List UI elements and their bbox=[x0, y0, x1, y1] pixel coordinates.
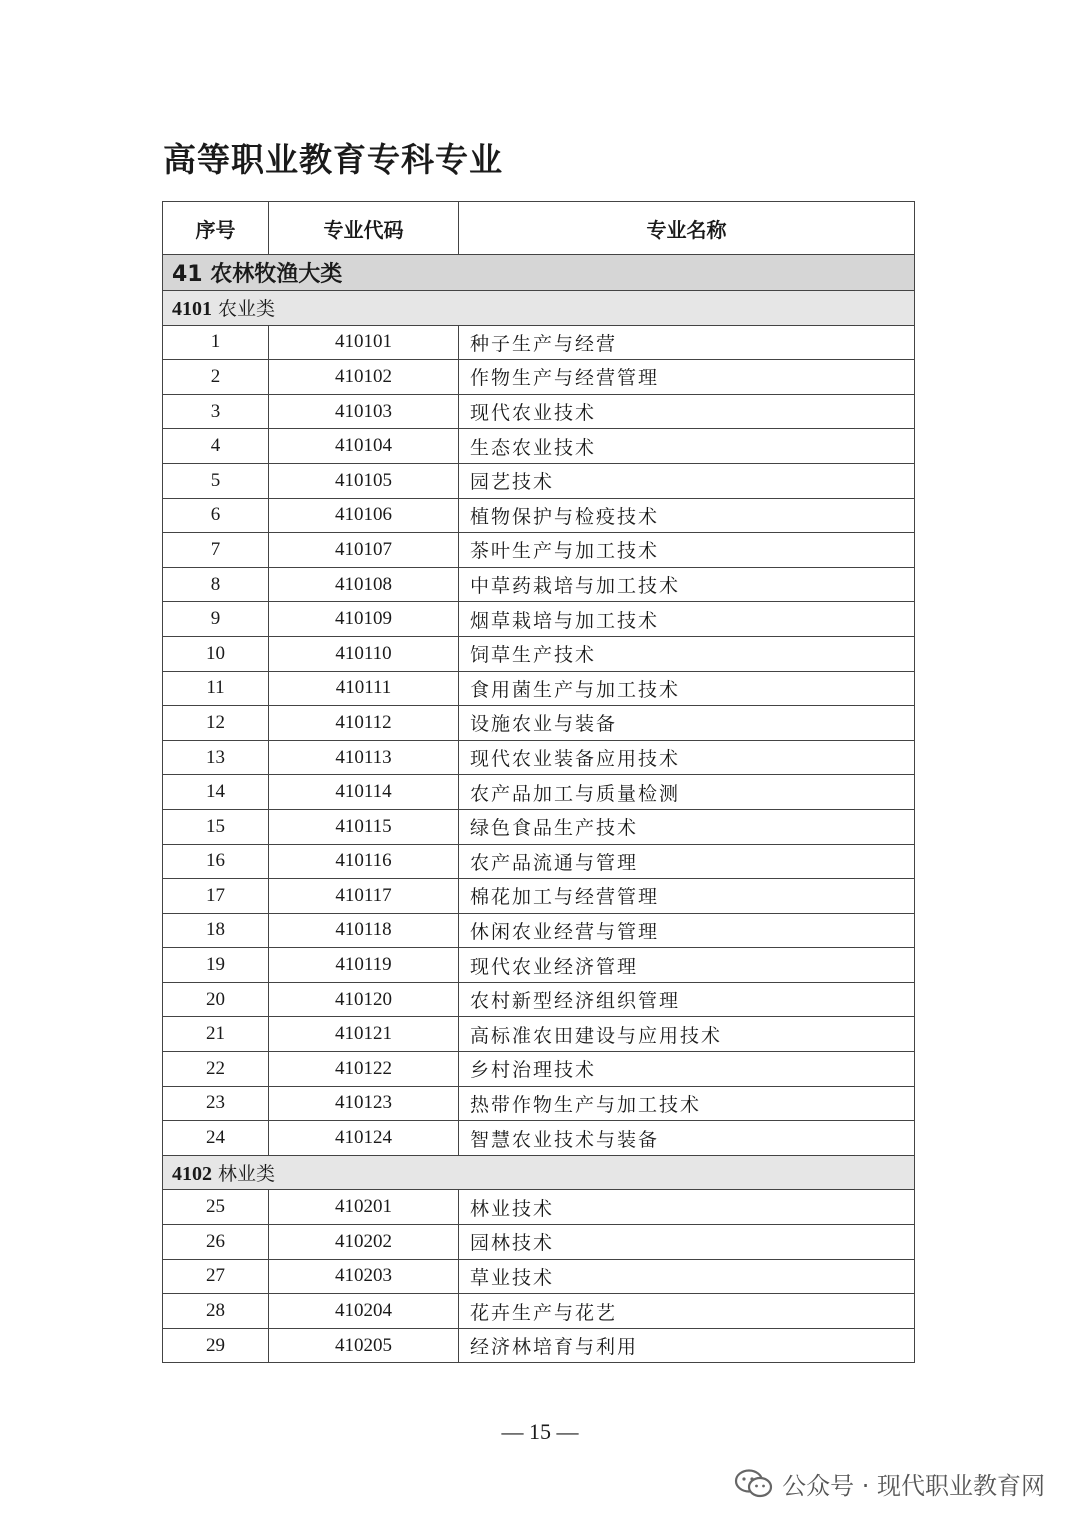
row-code: 410101 bbox=[269, 325, 459, 360]
row-name: 热带作物生产与加工技术 bbox=[459, 1086, 915, 1121]
row-seq: 14 bbox=[163, 775, 269, 810]
table-row bbox=[163, 1086, 915, 1121]
row-code: 410115 bbox=[269, 809, 459, 844]
row-code: 410110 bbox=[269, 636, 459, 671]
row-name: 茶叶生产与加工技术 bbox=[459, 533, 915, 568]
row-name: 食用菌生产与加工技术 bbox=[459, 671, 915, 706]
row-seq: 25 bbox=[163, 1190, 269, 1225]
row-name: 现代农业装备应用技术 bbox=[459, 740, 915, 775]
row-seq: 2 bbox=[163, 360, 269, 395]
table-row bbox=[163, 1017, 915, 1052]
row-code: 410111 bbox=[269, 671, 459, 706]
row-name: 植物保护与检疫技术 bbox=[459, 498, 915, 533]
table-row bbox=[163, 360, 915, 395]
row-name: 林业技术 bbox=[459, 1190, 915, 1225]
table-row bbox=[163, 498, 915, 533]
subcategory-row bbox=[163, 1155, 915, 1190]
subcategory-code: 4101 bbox=[172, 298, 212, 321]
row-seq: 13 bbox=[163, 740, 269, 775]
row-code: 410114 bbox=[269, 775, 459, 810]
row-seq: 24 bbox=[163, 1121, 269, 1156]
row-name: 饲草生产技术 bbox=[459, 636, 915, 671]
row-seq: 22 bbox=[163, 1052, 269, 1087]
row-seq: 15 bbox=[163, 809, 269, 844]
page-title: 高等职业教育专科专业 bbox=[163, 140, 503, 179]
wechat-icon bbox=[734, 1469, 774, 1499]
majors-table bbox=[162, 201, 915, 1363]
table-row bbox=[163, 671, 915, 706]
table-row bbox=[163, 948, 915, 983]
row-seq: 5 bbox=[163, 463, 269, 498]
table-row bbox=[163, 1190, 915, 1225]
table-row bbox=[163, 602, 915, 637]
major-category-label: 41 农林牧渔大类 bbox=[163, 255, 915, 291]
row-name: 园林技术 bbox=[459, 1225, 915, 1260]
row-name: 经济林培育与利用 bbox=[459, 1328, 915, 1363]
row-seq: 11 bbox=[163, 671, 269, 706]
table-row bbox=[163, 1294, 915, 1329]
row-name: 设施农业与装备 bbox=[459, 706, 915, 741]
row-code: 410205 bbox=[269, 1328, 459, 1363]
row-code: 410105 bbox=[269, 463, 459, 498]
row-seq: 3 bbox=[163, 394, 269, 429]
table-row bbox=[163, 325, 915, 360]
row-seq: 18 bbox=[163, 913, 269, 948]
row-code: 410113 bbox=[269, 740, 459, 775]
header-seq: 序号 bbox=[163, 202, 269, 255]
row-seq: 1 bbox=[163, 325, 269, 360]
row-code: 410124 bbox=[269, 1121, 459, 1156]
row-seq: 21 bbox=[163, 1017, 269, 1052]
row-seq: 27 bbox=[163, 1259, 269, 1294]
subcategory-name: 农业类 bbox=[218, 298, 276, 321]
row-code: 410119 bbox=[269, 948, 459, 983]
row-name: 园艺技术 bbox=[459, 463, 915, 498]
row-name: 生态农业技术 bbox=[459, 429, 915, 464]
row-name: 高标准农田建设与应用技术 bbox=[459, 1017, 915, 1052]
row-seq: 23 bbox=[163, 1086, 269, 1121]
row-seq: 12 bbox=[163, 706, 269, 741]
row-code: 410102 bbox=[269, 360, 459, 395]
row-code: 410108 bbox=[269, 567, 459, 602]
row-name: 棉花加工与经营管理 bbox=[459, 879, 915, 914]
table-row bbox=[163, 1259, 915, 1294]
row-code: 410202 bbox=[269, 1225, 459, 1260]
row-seq: 9 bbox=[163, 602, 269, 637]
row-code: 410109 bbox=[269, 602, 459, 637]
table-row bbox=[163, 463, 915, 498]
table-row bbox=[163, 879, 915, 914]
row-seq: 16 bbox=[163, 844, 269, 879]
row-name: 草业技术 bbox=[459, 1259, 915, 1294]
row-code: 410120 bbox=[269, 982, 459, 1017]
watermark-text: 公众号 · 现代职业教育网 bbox=[782, 1472, 1045, 1500]
table-row bbox=[163, 740, 915, 775]
row-name: 中草药栽培与加工技术 bbox=[459, 567, 915, 602]
table-row bbox=[163, 1052, 915, 1087]
row-code: 410201 bbox=[269, 1190, 459, 1225]
row-seq: 4 bbox=[163, 429, 269, 464]
table-row bbox=[163, 533, 915, 568]
row-name: 花卉生产与花艺 bbox=[459, 1294, 915, 1329]
table-row bbox=[163, 636, 915, 671]
row-name: 农村新型经济组织管理 bbox=[459, 982, 915, 1017]
table-row bbox=[163, 982, 915, 1017]
header-code: 专业代码 bbox=[269, 202, 459, 255]
row-code: 410112 bbox=[269, 706, 459, 741]
row-seq: 29 bbox=[163, 1328, 269, 1363]
row-name: 农产品流通与管理 bbox=[459, 844, 915, 879]
row-code: 410203 bbox=[269, 1259, 459, 1294]
table-row bbox=[163, 1121, 915, 1156]
table-row bbox=[163, 775, 915, 810]
table-row bbox=[163, 394, 915, 429]
row-name: 乡村治理技术 bbox=[459, 1052, 915, 1087]
table-row bbox=[163, 809, 915, 844]
table-row bbox=[163, 1328, 915, 1363]
watermark bbox=[734, 1466, 1045, 1501]
row-code: 410121 bbox=[269, 1017, 459, 1052]
table-header-row bbox=[163, 202, 915, 255]
subcategory-cell bbox=[163, 291, 915, 326]
table-row bbox=[163, 844, 915, 879]
row-seq: 28 bbox=[163, 1294, 269, 1329]
row-seq: 8 bbox=[163, 567, 269, 602]
row-seq: 6 bbox=[163, 498, 269, 533]
row-name: 休闲农业经营与管理 bbox=[459, 913, 915, 948]
subcategory-name: 林业类 bbox=[218, 1163, 276, 1186]
row-name: 绿色食品生产技术 bbox=[459, 809, 915, 844]
row-name: 现代农业技术 bbox=[459, 394, 915, 429]
row-code: 410117 bbox=[269, 879, 459, 914]
table-row bbox=[163, 913, 915, 948]
subcategory-code: 4102 bbox=[172, 1163, 212, 1186]
row-code: 410103 bbox=[269, 394, 459, 429]
row-code: 410123 bbox=[269, 1086, 459, 1121]
row-name: 烟草栽培与加工技术 bbox=[459, 602, 915, 637]
major-category-row bbox=[163, 255, 915, 291]
row-code: 410118 bbox=[269, 913, 459, 948]
table-row bbox=[163, 429, 915, 464]
header-name: 专业名称 bbox=[459, 202, 915, 255]
row-code: 410106 bbox=[269, 498, 459, 533]
table-row bbox=[163, 706, 915, 741]
subcategory-row bbox=[163, 291, 915, 326]
row-code: 410204 bbox=[269, 1294, 459, 1329]
row-seq: 20 bbox=[163, 982, 269, 1017]
row-name: 智慧农业技术与装备 bbox=[459, 1121, 915, 1156]
row-code: 410107 bbox=[269, 533, 459, 568]
row-seq: 10 bbox=[163, 636, 269, 671]
row-code: 410122 bbox=[269, 1052, 459, 1087]
row-code: 410116 bbox=[269, 844, 459, 879]
row-name: 种子生产与经营 bbox=[459, 325, 915, 360]
table-row bbox=[163, 1225, 915, 1260]
row-name: 现代农业经济管理 bbox=[459, 948, 915, 983]
row-seq: 7 bbox=[163, 533, 269, 568]
row-seq: 19 bbox=[163, 948, 269, 983]
subcategory-cell bbox=[163, 1155, 915, 1190]
page-number: — 15 — bbox=[501, 1419, 579, 1444]
table-row bbox=[163, 567, 915, 602]
row-name: 农产品加工与质量检测 bbox=[459, 775, 915, 810]
row-seq: 17 bbox=[163, 879, 269, 914]
row-code: 410104 bbox=[269, 429, 459, 464]
row-name: 作物生产与经营管理 bbox=[459, 360, 915, 395]
row-seq: 26 bbox=[163, 1225, 269, 1260]
